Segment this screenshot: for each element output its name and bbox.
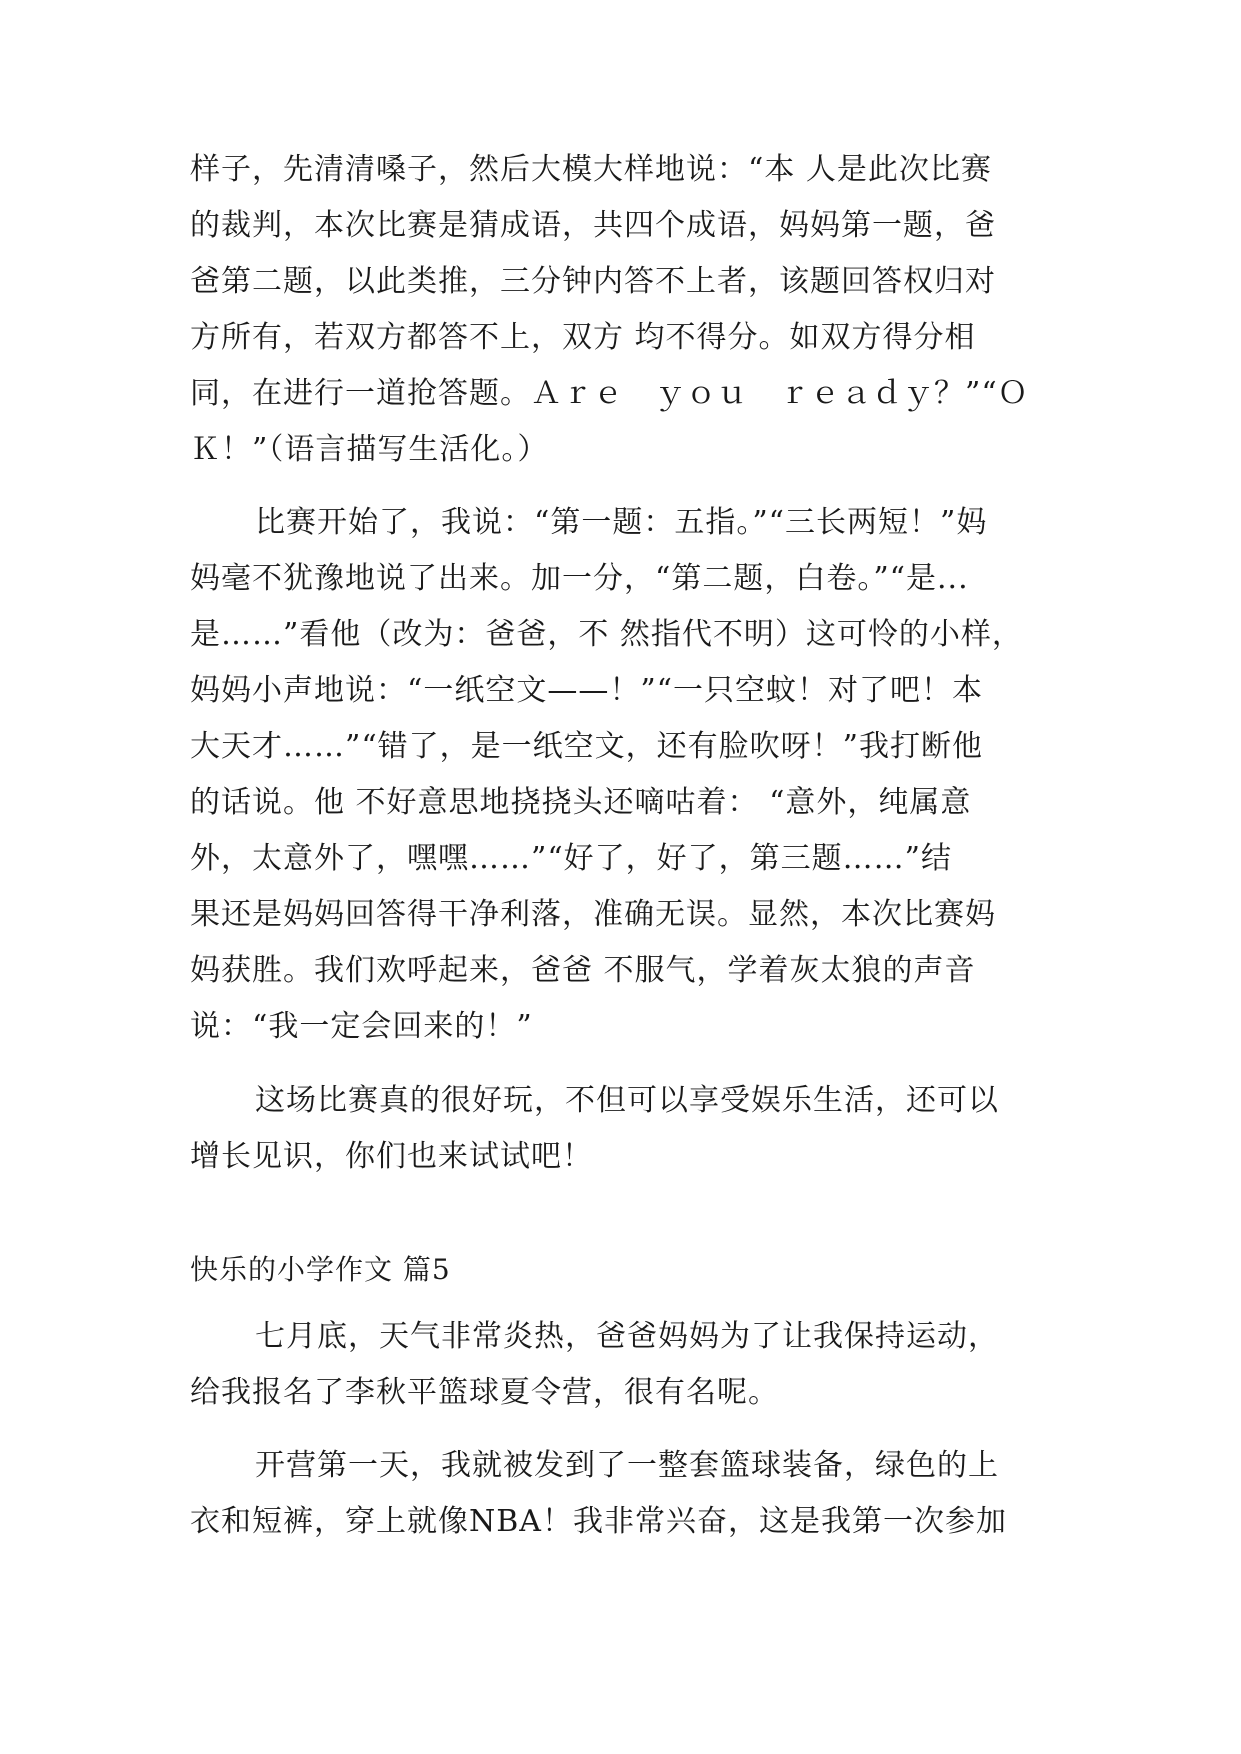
paragraph-line: 爸第二题，以此类推，三分钟内答不上者，该题回答权归对 xyxy=(190,264,996,299)
paragraph-line: 外，太意外了，嘿嘿……”“好了，好了，第三题……”结 xyxy=(190,841,953,876)
paragraph-line: 比赛开始了，我说：“第一题：五指。”“三长两短！”妈 xyxy=(255,505,988,540)
paragraph-line: 的裁判，本次比赛是猜成语，共四个成语，妈妈第一题，爸 xyxy=(190,208,996,243)
paragraph-line: 方所有，若双方都答不上，双方 均不得分。如双方得分相 xyxy=(190,320,976,355)
paragraph-line: 七月底，天气非常炎热，爸爸妈妈为了让我保持运动， xyxy=(255,1319,999,1354)
paragraph-line: 妈妈小声地说：“一纸空文——！”“一只空蚊！对了吧！本 xyxy=(190,673,984,708)
paragraph-line: 增长见识，你们也来试试吧！ xyxy=(190,1139,593,1174)
paragraph-line: 给我报名了李秋平篮球夏令营，很有名呢。 xyxy=(190,1375,779,1410)
section-heading: 快乐的小学作文 篇5 xyxy=(190,1253,451,1286)
paragraph-line: 大天才……”“错了，是一纸空文，还有脸吹呀！”我打断他 xyxy=(190,729,984,764)
paragraph-line: Ｋ！”（语言描写生活化。） xyxy=(190,432,549,467)
paragraph-line: 说：“我一定会回来的！” xyxy=(190,1009,533,1044)
paragraph-line: 衣和短裤，穿上就像NBA！我非常兴奋，这是我第一次参加 xyxy=(190,1504,1007,1539)
paragraph-line: 的话说。他 不好意思地挠挠头还嘀咕着： “意外，纯属意 xyxy=(190,785,972,820)
paragraph-line: 妈毫不犹豫地说了出来。加一分，“第二题，白卷。”“是... xyxy=(190,561,969,596)
paragraph-line: 果还是妈妈回答得干净利落，准确无误。显然，本次比赛妈 xyxy=(190,897,996,932)
paragraph-line: 妈获胜。我们欢呼起来，爸爸 不服气，学着灰太狼的声音 xyxy=(190,953,976,988)
paragraph-line: 是……”看他（改为：爸爸，不 然指代不明）这可怜的小样， xyxy=(190,617,1023,652)
paragraph-line: 这场比赛真的很好玩，不但可以享受娱乐生活，还可以 xyxy=(255,1083,999,1118)
paragraph-line: 开营第一天，我就被发到了一整套篮球装备，绿色的上 xyxy=(255,1448,999,1483)
paragraph-line: 样子，先清清嗓子，然后大模大样地说：“本 人是此次比赛 xyxy=(190,152,992,187)
paragraph-line: 同，在进行一道抢答题。Ａｒｅ ｙｏｕ ｒｅａｄｙ？”“Ｏ xyxy=(190,376,1029,411)
